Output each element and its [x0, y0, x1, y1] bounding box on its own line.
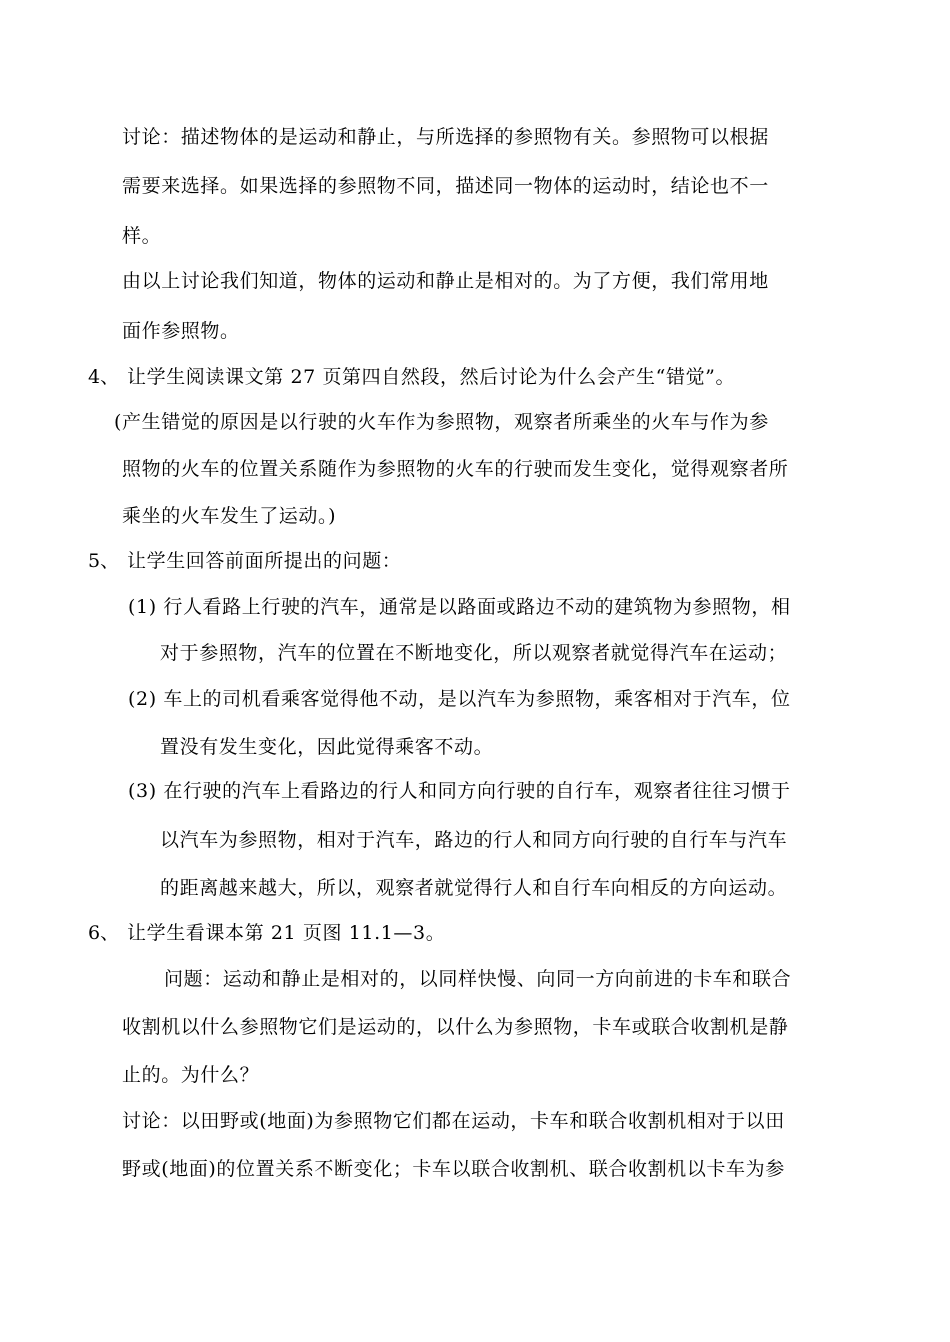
item-5-sub-2-line-2: 置没有发生变化，因此觉得乘客不动。	[160, 736, 494, 758]
item-4-note-line-3: 乘坐的火车发生了运动。)	[122, 505, 337, 527]
item-4-note-line-2: 照物的火车的位置关系随作为参照物的火车的行驶而发生变化，觉得观察者所	[122, 458, 789, 480]
item-6-question-line-2: 收割机以什么参照物它们是运动的，以什么为参照物，卡车或联合收割机是静	[122, 1016, 789, 1038]
discussion-line-1: 讨论：描述物体的是运动和静止，与所选择的参照物有关。参照物可以根据	[122, 126, 769, 148]
item-6-discussion-line-2: 野或(地面)的位置关系不断变化；卡车以联合收割机、联合收割机以卡车为参	[122, 1158, 785, 1180]
item-6-text: 让学生看课本第 21 页图 11.1—3。	[127, 922, 446, 944]
item-4-text: 让学生阅读课文第 27 页第四自然段，然后讨论为什么会产生“错觉”。	[127, 366, 736, 388]
item-4-note-line-1: (产生错觉的原因是以行驶的火车作为参照物，观察者所乘坐的火车与作为参	[114, 411, 769, 433]
item-5-sub-3-line-1: (3) 在行驶的汽车上看路边的行人和同方向行驶的自行车，观察者往往习惯于	[128, 780, 791, 802]
item-6-discussion-line-1: 讨论：以田野或(地面)为参照物它们都在运动，卡车和联合收割机相对于以田	[122, 1110, 785, 1132]
discussion-line-3: 样。	[122, 225, 162, 247]
item-6-question-line-3: 止的。为什么？	[122, 1064, 260, 1086]
item-5-sub-1-line-2: 对于参照物，汽车的位置在不断地变化，所以观察者就觉得汽车在运动；	[160, 642, 788, 664]
item-5-text: 让学生回答前面所提出的问题：	[127, 550, 402, 572]
item-5-sub-1-line-1: (1) 行人看路上行驶的汽车，通常是以路面或路边不动的建筑物为参照物，相	[128, 596, 791, 618]
discussion-line-2: 需要来选择。如果选择的参照物不同，描述同一物体的运动时，结论也不一	[122, 175, 769, 197]
conclusion-line-2: 面作参照物。	[122, 320, 240, 342]
item-5-sub-3-line-2: 以汽车为参照物，相对于汽车，路边的行人和同方向行驶的自行车与汽车	[160, 829, 788, 851]
item-6-question-line-1: 问题：运动和静止是相对的，以同样快慢、向同一方向前进的卡车和联合	[164, 968, 792, 990]
item-6-number: 6、	[88, 922, 120, 944]
item-5-sub-3-line-3: 的距离越来越大，所以，观察者就觉得行人和自行车向相反的方向运动。	[160, 877, 788, 899]
item-4-number: 4、	[88, 366, 120, 388]
item-5-number: 5、	[88, 550, 120, 572]
item-5-sub-2-line-1: (2) 车上的司机看乘客觉得他不动，是以汽车为参照物，乘客相对于汽车，位	[128, 688, 791, 710]
conclusion-line-1: 由以上讨论我们知道，物体的运动和静止是相对的。为了方便，我们常用地	[122, 270, 769, 292]
